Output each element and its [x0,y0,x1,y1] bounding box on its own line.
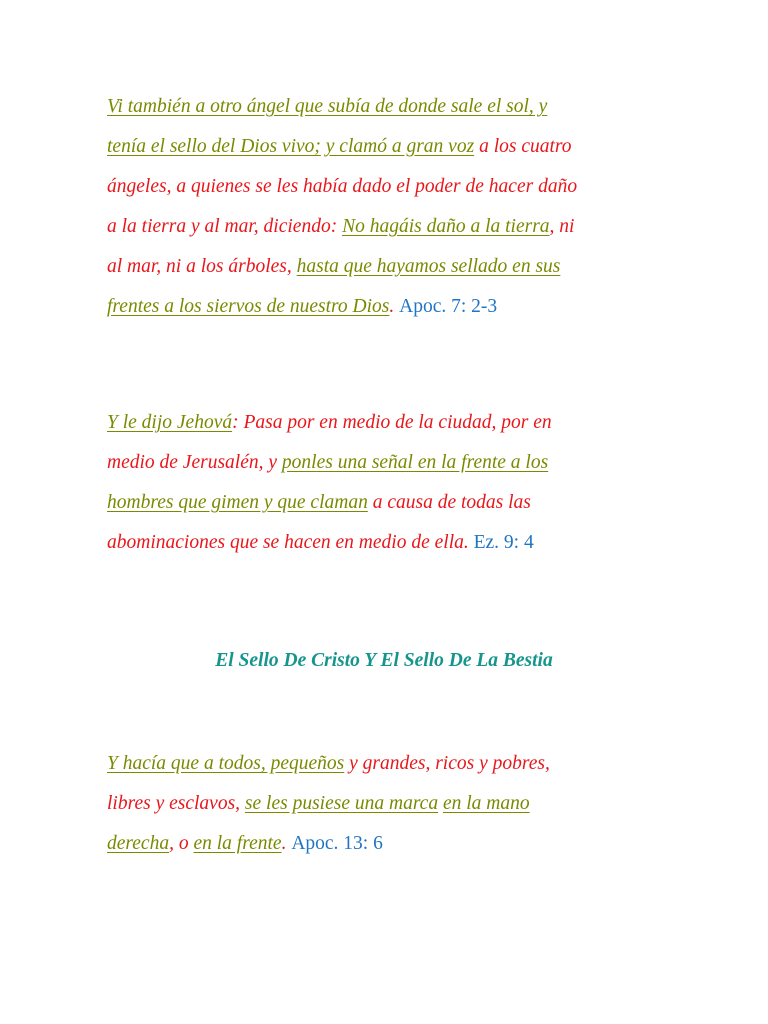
text-line [107,247,667,287]
passage-ezekiel-9 [107,403,667,563]
section-title: El Sello De Cristo Y El Sello De La Bestia [215,650,553,671]
red-phrase: a los cuatro [474,136,572,157]
underlined-phrase: frentes a los siervos de nuestro Dios [107,296,390,317]
scripture-reference: Ez. 9: 4 [473,532,534,553]
text-line [107,127,667,167]
underlined-phrase: Y hacía que a todos, pequeños [107,753,345,774]
text-line [107,523,667,563]
red-phrase: . [389,296,400,317]
red-phrase: a la tierra y al mar, diciendo: [107,216,343,237]
red-phrase: a causa de todas las [367,492,531,513]
underlined-phrase: hasta que hayamos sellado en sus [296,256,561,277]
text-line [107,287,667,327]
underlined-phrase: tenía el sello del Dios vivo; [107,136,321,157]
red-phrase: . [281,833,292,854]
underlined-phrase: y clamó a gran voz [325,136,475,157]
text-line [107,167,667,207]
red-phrase: y grandes, ricos y pobres, [344,753,550,774]
text-line [107,207,667,247]
passage-revelation-7 [107,87,667,327]
passage-revelation-13 [107,744,667,864]
red-phrase: ángeles, a quienes se les había dado el poder de hacer daño [107,176,578,197]
red-phrase: , o [169,833,194,854]
underlined-phrase: ponles una señal en la frente a los [281,452,549,473]
underlined-phrase: Vi también a otro ángel que subía de donde sale el sol, y [107,96,548,117]
text-line [107,784,667,824]
scripture-reference: Apoc. 7: 2-3 [399,296,498,317]
underlined-phrase: se les pusiese una marca [244,793,439,814]
text-line [107,483,667,523]
text-line [107,87,667,127]
red-phrase: abominaciones que se hacen en medio de ella. [107,532,474,553]
red-phrase: al mar, ni a los árboles, [107,256,297,277]
text-line [107,824,667,864]
scripture-reference: Apoc. 13: 6 [291,833,383,854]
underlined-phrase: en la mano [442,793,530,814]
red-phrase: libres y esclavos, [107,793,245,814]
red-phrase: , ni [549,216,575,237]
underlined-phrase: Y le dijo Jehová [107,412,233,433]
text-line [107,443,667,483]
underlined-phrase: derecha [107,833,170,854]
underlined-phrase: No hagáis daño a la tierra [342,216,550,237]
underlined-phrase: en la frente [193,833,282,854]
red-phrase: medio de Jerusalén, y [107,452,282,473]
underlined-phrase: hombres que gimen y que claman [107,492,368,513]
red-phrase: : Pasa por en medio de la ciudad, por en [232,412,552,433]
text-line [107,403,667,443]
text-line [107,744,667,784]
